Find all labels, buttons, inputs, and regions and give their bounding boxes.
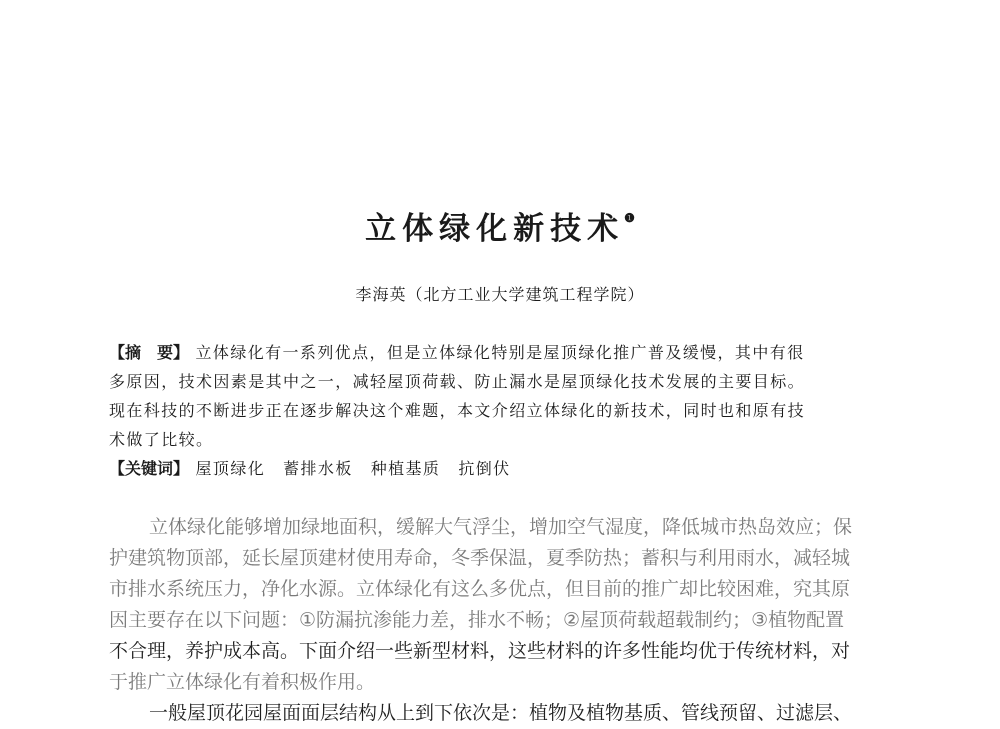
body-line: 市排水系统压力，净化水源。立体绿化有这么多优点，但目前的推广却比较困难，究其原 [109, 578, 851, 600]
body-line: 因主要存在以下问题：①防漏抗渗能力差，排水不畅；②屋顶荷载超载制约；③植物配置 [109, 609, 845, 631]
abstract [109, 338, 891, 483]
body-line: 不合理，养护成本高。下面介绍一些新型材料，这些材料的许多性能均优于传统材料，对 [109, 640, 851, 662]
author-affiliation: 李海英（北方工业大学建筑工程学院） [355, 285, 645, 304]
abstract-label: 【摘 要】 [109, 343, 190, 362]
keyword: 抗倒伏 [458, 459, 511, 478]
paper-title [0, 203, 1000, 248]
abstract-text: 立体绿化有一系列优点，但是立体绿化特别是屋顶绿化推广普及缓慢，其中有很 [195, 343, 805, 362]
title-footnote-marker: ❶ [624, 210, 635, 225]
keyword: 蓄排水板 [283, 459, 353, 478]
title-text: 立体绿化新技术 [365, 211, 625, 247]
body-line: 护建筑物顶部，延长屋顶建材使用寿命，冬季保温，夏季防热；蓄积与利用雨水，减轻城 [109, 547, 851, 569]
body-line: 一般屋顶花园屋面面层结构从上到下依次是：植物及植物基质、管线预留、过滤层、 [149, 702, 853, 724]
keywords-label: 【关键词】 [109, 459, 190, 478]
keyword: 种植基质 [370, 459, 441, 478]
abstract-line: 多原因，技术因素是其中之一，减轻屋顶荷载、防止漏水是屋顶绿化技术发展的主要目标。 [109, 372, 806, 391]
body-paragraphs [109, 512, 891, 729]
abstract-line: 现在科技的不断进步正在逐步解决这个难题，本文介绍立体绿化的新技术，同时也和原有技 [109, 401, 806, 420]
keyword: 屋顶绿化 [195, 459, 266, 478]
abstract-line: 术做了比较。 [109, 430, 214, 449]
abstract-line [109, 338, 891, 367]
body-line: 立体绿化能够增加绿地面积，缓解大气浮尘，增加空气湿度，降低城市热岛效应；保 [149, 516, 853, 538]
keywords-line [109, 454, 891, 483]
body-line: 于推广立体绿化有着积极作用。 [109, 671, 376, 693]
